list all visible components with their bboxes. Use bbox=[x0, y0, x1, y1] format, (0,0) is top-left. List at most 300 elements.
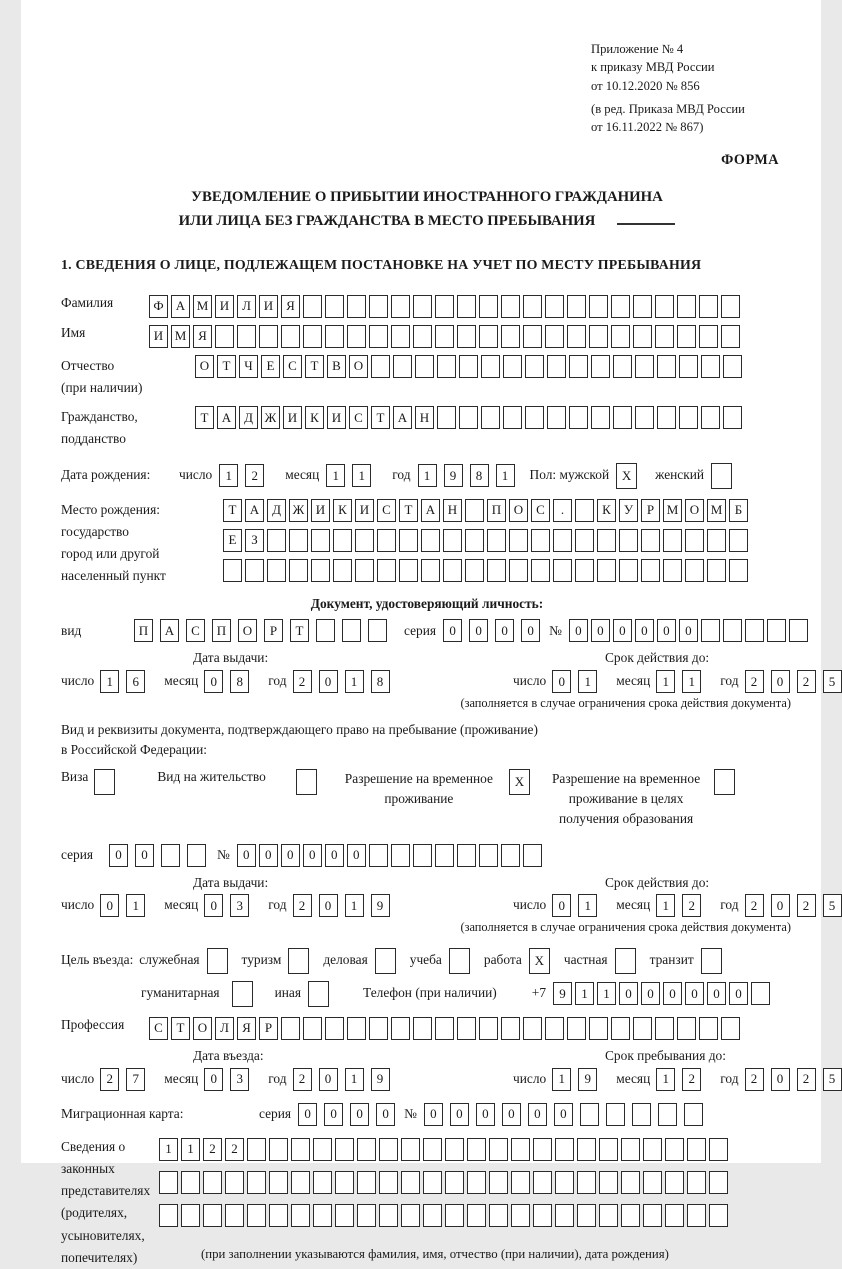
char-cell bbox=[335, 1204, 354, 1227]
surname-label: Фамилия bbox=[61, 294, 114, 310]
permit-valid-day-cells bbox=[552, 894, 604, 917]
char-cell bbox=[311, 559, 330, 582]
char-cell bbox=[577, 1204, 596, 1227]
profession-cells bbox=[149, 1017, 743, 1040]
year-label: год bbox=[720, 673, 739, 689]
char-cell: М bbox=[663, 499, 682, 522]
char-cell bbox=[658, 1103, 677, 1126]
day-label: число bbox=[179, 467, 213, 483]
char-cell bbox=[401, 1171, 420, 1194]
permit-issue-date-group bbox=[61, 894, 513, 917]
char-cell bbox=[589, 295, 608, 318]
char-cell bbox=[545, 295, 564, 318]
permit-valid-date-group bbox=[513, 894, 842, 917]
visa-label: Виза bbox=[61, 769, 89, 785]
purpose-row-1 bbox=[61, 948, 793, 974]
char-cell: И bbox=[311, 499, 330, 522]
char-cell: М bbox=[193, 295, 212, 318]
char-cell bbox=[503, 355, 522, 378]
char-cell: 1 bbox=[345, 894, 364, 917]
char-cell bbox=[413, 1017, 432, 1040]
surname-cells bbox=[149, 295, 743, 318]
document-title bbox=[61, 186, 793, 233]
char-cell bbox=[501, 325, 520, 348]
entry-day-cells bbox=[100, 1068, 152, 1091]
char-cell bbox=[641, 559, 660, 582]
char-cell bbox=[207, 948, 228, 974]
temp-residence-edu-label-line3: получения образования bbox=[558, 811, 694, 827]
char-cell bbox=[415, 355, 434, 378]
char-cell bbox=[289, 529, 308, 552]
guardians-label-line4: (родителях, bbox=[61, 1205, 128, 1221]
char-cell bbox=[611, 325, 630, 348]
char-cell: 0 bbox=[635, 619, 654, 642]
appendix-line: от 10.12.2020 № 856 bbox=[591, 78, 700, 93]
char-cell bbox=[701, 948, 722, 974]
month-label: месяц bbox=[164, 897, 199, 913]
char-cell bbox=[523, 1017, 542, 1040]
char-cell bbox=[215, 325, 234, 348]
citizenship-cells bbox=[195, 406, 745, 429]
char-cell bbox=[377, 529, 396, 552]
permit-number-label: № bbox=[217, 846, 230, 862]
char-cell: Т bbox=[171, 1017, 190, 1040]
char-cell bbox=[553, 559, 572, 582]
birthplace-label-line3: город или другой bbox=[61, 546, 160, 562]
char-cell bbox=[379, 1138, 398, 1161]
entry-dates-row bbox=[61, 1068, 836, 1091]
char-cell bbox=[325, 325, 344, 348]
doc-valid-date-group bbox=[513, 670, 842, 693]
char-cell bbox=[303, 325, 322, 348]
char-cell bbox=[479, 1017, 498, 1040]
char-cell bbox=[423, 1204, 442, 1227]
char-cell bbox=[232, 981, 253, 1007]
char-cell bbox=[159, 1204, 178, 1227]
char-cell: 0 bbox=[495, 619, 514, 642]
char-cell bbox=[655, 325, 674, 348]
birthplace-row1-cells bbox=[223, 499, 751, 522]
char-cell bbox=[599, 1171, 618, 1194]
char-cell bbox=[423, 1138, 442, 1161]
stay-month-cells bbox=[656, 1068, 708, 1091]
char-cell: М bbox=[707, 499, 726, 522]
month-label: месяц bbox=[164, 673, 199, 689]
char-cell bbox=[567, 1017, 586, 1040]
char-cell bbox=[247, 1171, 266, 1194]
char-cell: А bbox=[217, 406, 236, 429]
char-cell bbox=[729, 529, 748, 552]
char-cell bbox=[487, 559, 506, 582]
phone-prefix: +7 bbox=[531, 985, 547, 1001]
char-cell bbox=[525, 406, 544, 429]
permit-valid-year-cells bbox=[745, 894, 842, 917]
char-cell: 2 bbox=[293, 1068, 312, 1091]
char-cell bbox=[291, 1171, 310, 1194]
temp-residence-label-line2: проживание bbox=[384, 791, 454, 807]
char-cell: 1 bbox=[418, 464, 437, 487]
guardians-row2-cells bbox=[159, 1171, 731, 1194]
doc-valid-note: (заполняется в случае ограничения срока действия документа) bbox=[460, 696, 791, 711]
char-cell bbox=[457, 844, 476, 867]
char-cell: С bbox=[283, 355, 302, 378]
char-cell bbox=[655, 1017, 674, 1040]
char-cell: 1 bbox=[326, 464, 345, 487]
permit-series-cells bbox=[109, 844, 213, 867]
char-cell: 2 bbox=[682, 894, 701, 917]
char-cell bbox=[643, 1138, 662, 1161]
purpose-label: Цель въезда: bbox=[61, 952, 134, 968]
char-cell: Н bbox=[415, 406, 434, 429]
char-cell: Я bbox=[281, 295, 300, 318]
char-cell bbox=[465, 499, 484, 522]
char-cell: М bbox=[171, 325, 190, 348]
char-cell bbox=[580, 1103, 599, 1126]
char-cell: 2 bbox=[797, 894, 816, 917]
char-cell: С bbox=[349, 406, 368, 429]
char-cell bbox=[523, 844, 542, 867]
permit-valid-month-cells bbox=[656, 894, 708, 917]
char-cell bbox=[481, 355, 500, 378]
day-label: число bbox=[513, 673, 547, 689]
char-cell: 2 bbox=[745, 894, 764, 917]
char-cell bbox=[677, 325, 696, 348]
permit-valid-until-label: Срок действия до: bbox=[605, 874, 710, 890]
char-cell bbox=[435, 325, 454, 348]
char-cell bbox=[677, 1017, 696, 1040]
char-cell bbox=[619, 559, 638, 582]
stay-until-label: Срок пребывания до: bbox=[605, 1047, 726, 1063]
doc-number-cells bbox=[569, 619, 811, 642]
char-cell: 5 bbox=[823, 1068, 842, 1091]
char-cell bbox=[489, 1204, 508, 1227]
char-cell: 2 bbox=[293, 894, 312, 917]
char-cell bbox=[553, 529, 572, 552]
doc-issue-date-group bbox=[61, 670, 513, 693]
char-cell bbox=[421, 529, 440, 552]
char-cell bbox=[399, 529, 418, 552]
char-cell: 0 bbox=[469, 619, 488, 642]
char-cell: 2 bbox=[797, 1068, 816, 1091]
permit-series-label: серия bbox=[61, 846, 94, 862]
char-cell bbox=[267, 529, 286, 552]
char-cell bbox=[467, 1171, 486, 1194]
char-cell bbox=[435, 844, 454, 867]
char-cell bbox=[533, 1138, 552, 1161]
char-cell bbox=[679, 355, 698, 378]
char-cell: З bbox=[245, 529, 264, 552]
char-cell: С bbox=[149, 1017, 168, 1040]
guardians-row1-cells bbox=[159, 1138, 731, 1161]
char-cell bbox=[391, 295, 410, 318]
migration-card-row bbox=[61, 1103, 793, 1126]
char-cell bbox=[187, 844, 206, 867]
appendix-edit-line: (в ред. Приказа МВД России bbox=[591, 101, 745, 116]
char-cell: 0 bbox=[591, 619, 610, 642]
char-cell bbox=[369, 844, 388, 867]
char-cell: 2 bbox=[293, 670, 312, 693]
guardians-row3-cells bbox=[159, 1204, 731, 1227]
char-cell bbox=[203, 1171, 222, 1194]
char-cell: 1 bbox=[496, 464, 515, 487]
char-cell bbox=[643, 1204, 662, 1227]
char-cell: 0 bbox=[554, 1103, 573, 1126]
char-cell: X bbox=[616, 463, 637, 489]
char-cell: 2 bbox=[682, 1068, 701, 1091]
permit-issue-year-cells bbox=[293, 894, 397, 917]
char-cell bbox=[685, 529, 704, 552]
purpose-row-2 bbox=[141, 981, 793, 1007]
purpose-private-checkbox bbox=[615, 948, 636, 974]
char-cell bbox=[657, 406, 676, 429]
char-cell bbox=[357, 1171, 376, 1194]
char-cell bbox=[555, 1171, 574, 1194]
doc-type-cells bbox=[134, 619, 394, 642]
char-cell bbox=[615, 948, 636, 974]
birthplace-label bbox=[61, 499, 223, 588]
purpose-other-checkbox bbox=[308, 981, 329, 1007]
char-cell: К bbox=[333, 499, 352, 522]
birth-day-cells bbox=[219, 464, 271, 487]
char-cell bbox=[489, 1138, 508, 1161]
char-cell bbox=[401, 1204, 420, 1227]
char-cell bbox=[203, 1204, 222, 1227]
purpose-transit-checkbox bbox=[701, 948, 722, 974]
char-cell bbox=[291, 1138, 310, 1161]
char-cell: Т bbox=[290, 619, 309, 642]
char-cell: 1 bbox=[682, 670, 701, 693]
char-cell bbox=[767, 619, 786, 642]
guardians-note: (при заполнении указываются фамилия, имя, отчество (при наличии), дата рождения) bbox=[201, 1247, 669, 1262]
char-cell: Р bbox=[259, 1017, 278, 1040]
char-cell bbox=[313, 1204, 332, 1227]
char-cell: 2 bbox=[745, 1068, 764, 1091]
arrival-notification-form bbox=[21, 0, 836, 1265]
char-cell: 0 bbox=[109, 844, 128, 867]
guardians-label-line3: представителях bbox=[61, 1183, 151, 1199]
char-cell bbox=[619, 529, 638, 552]
char-cell bbox=[355, 529, 374, 552]
year-label: год bbox=[268, 897, 287, 913]
char-cell bbox=[555, 1138, 574, 1161]
entry-date-group bbox=[61, 1068, 513, 1091]
char-cell bbox=[701, 355, 720, 378]
char-cell bbox=[569, 355, 588, 378]
year-label: год bbox=[268, 673, 287, 689]
char-cell: 8 bbox=[230, 670, 249, 693]
char-cell bbox=[613, 406, 632, 429]
phone-cells bbox=[553, 982, 773, 1005]
char-cell: О bbox=[349, 355, 368, 378]
char-cell: 0 bbox=[613, 619, 632, 642]
char-cell: 0 bbox=[100, 894, 119, 917]
temp-residence-label bbox=[345, 769, 493, 809]
char-cell: 0 bbox=[135, 844, 154, 867]
char-cell bbox=[621, 1138, 640, 1161]
char-cell: 2 bbox=[100, 1068, 119, 1091]
char-cell bbox=[225, 1204, 244, 1227]
char-cell bbox=[531, 559, 550, 582]
doc-issue-month-cells bbox=[204, 670, 256, 693]
char-cell bbox=[459, 406, 478, 429]
guardians-label-line1: Сведения о bbox=[61, 1138, 126, 1154]
patronymic-row bbox=[61, 355, 793, 400]
char-cell bbox=[311, 529, 330, 552]
char-cell bbox=[457, 325, 476, 348]
char-cell: П bbox=[487, 499, 506, 522]
char-cell bbox=[347, 295, 366, 318]
char-cell bbox=[511, 1204, 530, 1227]
permit-number-cells bbox=[237, 844, 545, 867]
char-cell bbox=[575, 499, 594, 522]
char-cell: 1 bbox=[352, 464, 371, 487]
char-cell: 0 bbox=[324, 1103, 343, 1126]
char-cell: 0 bbox=[281, 844, 300, 867]
char-cell: 0 bbox=[319, 670, 338, 693]
char-cell bbox=[523, 325, 542, 348]
char-cell bbox=[449, 948, 470, 974]
year-label: год bbox=[720, 897, 739, 913]
profession-label: Профессия bbox=[61, 1016, 125, 1032]
char-cell: Р bbox=[264, 619, 283, 642]
char-cell bbox=[611, 295, 630, 318]
appendix-line: Приложение № 4 bbox=[591, 42, 684, 56]
section-1-heading: 1. СВЕДЕНИЯ О ЛИЦЕ, ПОДЛЕЖАЩЕМ ПОСТАНОВКЕ НА УЧЕТ ПО МЕСТУ ПРЕБЫВАНИЯ bbox=[61, 258, 702, 274]
char-cell: 8 bbox=[470, 464, 489, 487]
char-cell bbox=[269, 1138, 288, 1161]
title-underline bbox=[617, 223, 675, 225]
name-row bbox=[61, 325, 793, 348]
purpose-study-label: учеба bbox=[409, 952, 442, 968]
char-cell bbox=[161, 844, 180, 867]
char-cell bbox=[699, 325, 718, 348]
char-cell: 2 bbox=[245, 464, 264, 487]
char-cell bbox=[181, 1204, 200, 1227]
char-cell bbox=[413, 844, 432, 867]
char-cell bbox=[555, 1204, 574, 1227]
char-cell bbox=[503, 406, 522, 429]
char-cell: О bbox=[685, 499, 704, 522]
char-cell: Б bbox=[729, 499, 748, 522]
birth-month-cells bbox=[326, 464, 378, 487]
char-cell bbox=[401, 1138, 420, 1161]
char-cell: О bbox=[238, 619, 257, 642]
char-cell: 0 bbox=[502, 1103, 521, 1126]
char-cell: 9 bbox=[578, 1068, 597, 1091]
char-cell: 7 bbox=[126, 1068, 145, 1091]
permit-issue-month-cells bbox=[204, 894, 256, 917]
char-cell bbox=[789, 619, 808, 642]
stay-day-cells bbox=[552, 1068, 604, 1091]
char-cell bbox=[511, 1138, 530, 1161]
char-cell: X bbox=[529, 948, 550, 974]
char-cell: А bbox=[171, 295, 190, 318]
char-cell bbox=[597, 529, 616, 552]
migration-card-label: Миграционная карта: bbox=[61, 1105, 184, 1121]
char-cell: 0 bbox=[552, 670, 571, 693]
char-cell bbox=[435, 1017, 454, 1040]
char-cell bbox=[369, 325, 388, 348]
char-cell: 0 bbox=[552, 894, 571, 917]
doc-type-row bbox=[61, 619, 793, 642]
char-cell: А bbox=[421, 499, 440, 522]
purpose-work-checkbox bbox=[529, 948, 550, 974]
name-cells bbox=[149, 325, 743, 348]
month-label: месяц bbox=[616, 897, 651, 913]
char-cell bbox=[303, 1017, 322, 1040]
char-cell bbox=[391, 844, 410, 867]
char-cell bbox=[663, 529, 682, 552]
permit-valid-note: (заполняется в случае ограничения срока действия документа) bbox=[460, 920, 791, 935]
char-cell: 2 bbox=[745, 670, 764, 693]
char-cell bbox=[509, 559, 528, 582]
temp-residence-edu-label-line2: проживание в целях bbox=[568, 791, 684, 807]
char-cell bbox=[303, 295, 322, 318]
char-cell bbox=[269, 1204, 288, 1227]
char-cell bbox=[333, 559, 352, 582]
purpose-work-label: работа bbox=[483, 952, 522, 968]
char-cell: С bbox=[377, 499, 396, 522]
char-cell: К bbox=[597, 499, 616, 522]
doc-type-label: вид bbox=[61, 622, 82, 638]
char-cell bbox=[501, 295, 520, 318]
char-cell bbox=[643, 1171, 662, 1194]
title-line-2: ИЛИ ЛИЦА БЕЗ ГРАЖДАНСТВА В МЕСТО ПРЕБЫВАНИЯ bbox=[178, 212, 596, 229]
stay-doc-label-line2: в Российской Федерации: bbox=[61, 742, 207, 758]
guardians-label bbox=[61, 1136, 159, 1269]
form-word: ФОРМА bbox=[721, 152, 779, 169]
char-cell bbox=[296, 769, 317, 795]
char-cell bbox=[94, 769, 115, 795]
purpose-tourism-label: туризм bbox=[241, 952, 282, 968]
identity-doc-heading: Документ, удостоверяющий личность: bbox=[310, 595, 544, 611]
doc-issue-day-cells bbox=[100, 670, 152, 693]
char-cell: 3 bbox=[230, 1068, 249, 1091]
char-cell: 0 bbox=[443, 619, 462, 642]
char-cell: 0 bbox=[303, 844, 322, 867]
char-cell bbox=[611, 1017, 630, 1040]
char-cell bbox=[599, 1204, 618, 1227]
patronymic-label-line1: Отчество bbox=[61, 357, 115, 373]
char-cell: 1 bbox=[578, 894, 597, 917]
purpose-business-label: деловая bbox=[323, 952, 368, 968]
birthplace-label-line1: Место рождения: bbox=[61, 501, 160, 517]
permit-series-row bbox=[61, 844, 793, 867]
char-cell bbox=[379, 1171, 398, 1194]
char-cell bbox=[711, 463, 732, 489]
guardians-label-line6: попечителях) bbox=[61, 1249, 138, 1265]
char-cell bbox=[723, 619, 742, 642]
char-cell: 0 bbox=[350, 1103, 369, 1126]
char-cell bbox=[665, 1138, 684, 1161]
permit-issue-day-cells bbox=[100, 894, 152, 917]
char-cell bbox=[525, 355, 544, 378]
birthplace-cells bbox=[223, 499, 751, 582]
stay-until-group bbox=[513, 1068, 842, 1091]
purpose-business-checkbox bbox=[375, 948, 396, 974]
char-cell bbox=[335, 1171, 354, 1194]
char-cell bbox=[533, 1204, 552, 1227]
entry-year-cells bbox=[293, 1068, 397, 1091]
char-cell bbox=[567, 295, 586, 318]
char-cell bbox=[677, 295, 696, 318]
purpose-humanitarian-label: гуманитарная bbox=[141, 985, 220, 1001]
guardians-label-line5: усыновителях, bbox=[61, 1227, 145, 1243]
char-cell bbox=[333, 529, 352, 552]
char-cell bbox=[709, 1204, 728, 1227]
char-cell: 1 bbox=[345, 1068, 364, 1091]
char-cell: А bbox=[245, 499, 264, 522]
